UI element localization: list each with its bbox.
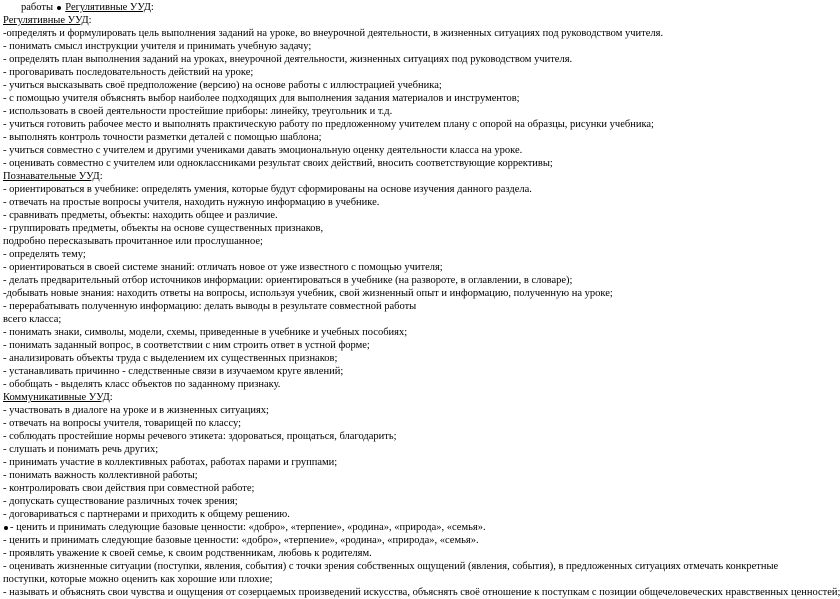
list-item: - понимать знаки, символы, модели, схемы, приведенные в учебнике и учебных пособиях; xyxy=(3,327,408,338)
list-item: - понимать заданный вопрос, в соответствии с ним строить ответ в устной форме; xyxy=(3,340,370,351)
list-item: - сравнивать предметы, объекты: находить общее и различие. xyxy=(3,210,278,221)
list-item: - устанавливать причинно - следственные связи в изучаемом круге явлений; xyxy=(3,366,344,377)
list-item: - обобщать - выделять класс объектов по заданному признаку. xyxy=(3,379,281,390)
list-item: - называть и объяснять свои чувства и ощущения от созерцаемых произведений искусства, объяснять своё отношение к поступкам с позиции общечеловеческих нравственных ценностей; xyxy=(3,587,840,598)
list-item: - допускать существование различных точек зрения; xyxy=(3,496,238,507)
list-item: - выполнять контроль точности разметки деталей с помощью шаблона; xyxy=(3,132,322,143)
list-item: - делать предварительный отбор источников информации: ориентироваться в учебнике (на развороте, в оглавлении, в словаре); xyxy=(3,275,573,286)
list-item: - отвечать на вопросы учителя, товарищей по классу; xyxy=(3,418,242,429)
bullet-icon xyxy=(4,526,8,530)
list-item: -определять и формулировать цель выполнения заданий на уроке, во внеурочной деятельности, в жизненных ситуациях под руководством учителя. xyxy=(3,28,664,39)
communicative-list xyxy=(3,404,810,521)
list-item: - учиться готовить рабочее место и выполнять практическую работу по предложенному учителем плану с опорой на образцы, рисунки учебника; xyxy=(3,119,654,130)
list-item: всего класса; xyxy=(3,314,62,325)
section-heading-cognitive: Познавательные УУД: xyxy=(3,171,103,182)
list-item: - понимать важность коллективной работы; xyxy=(3,470,198,481)
cognitive-heading-text: Познавательные УУД xyxy=(3,171,100,182)
list-item: - отвечать на простые вопросы учителя, находить нужную информацию в учебнике. xyxy=(3,197,380,208)
list-item: - понимать смысл инструкции учителя и принимать учебную задачу; xyxy=(3,41,312,52)
list-item: - оценивать совместно с учителем или одноклассниками результат своих действий, вносить соответствующие коррективы; xyxy=(3,158,553,169)
cognitive-list xyxy=(3,183,810,391)
top-prefix: работы xyxy=(21,2,54,13)
communicative-heading-text: Коммуникативные УУД xyxy=(3,392,110,403)
list-item: - ориентироваться в своей системе знаний: отличать новое от уже известного с помощью учителя; xyxy=(3,262,443,273)
list-item: - оценивать жизненные ситуации (поступки, явления, события) с точки зрения собственных ощущений (явления, события), в предложенных ситуациях отмечать конкретные поступки, которые можно оценить как хорошие или плохие; xyxy=(3,561,779,585)
list-item: - учиться совместно с учителем и другими учениками давать эмоциональную оценку деятельности класса на уроке. xyxy=(3,145,523,156)
list-item: - принимать участие в коллективных работах, работах парами и группами; xyxy=(3,457,338,468)
list-item: - ориентироваться в учебнике: определять умения, которые будут сформированы на основе изучения данного раздела. xyxy=(3,184,532,195)
values-list xyxy=(3,521,840,599)
list-item: - учиться высказывать своё предположение (версию) на основе работы с иллюстрацией учебника; xyxy=(3,80,442,91)
list-item: -добывать новые знания: находить ответы на вопросы, используя учебник, свой жизненный опыт и информацию, полученную на уроке; xyxy=(3,288,613,299)
list-item: - использовать в своей деятельности простейшие приборы: линейку, треугольник и т.д. xyxy=(3,106,393,117)
section-heading-regulative: Регулятивные УУД: xyxy=(3,15,92,26)
list-item: - участвовать в диалоге на уроке и в жизненных ситуациях; xyxy=(3,405,269,416)
bulleted-text: - ценить и принимать следующие базовые ценности: «добро», «терпение», «родина», «природа», «семья». xyxy=(10,522,486,533)
bullet-icon xyxy=(57,6,61,10)
list-item: - перерабатывать полученную информацию: делать выводы в результате совместной работы xyxy=(3,301,417,312)
bulleted-list-item xyxy=(3,521,810,534)
list-item: - контролировать свои действия при совместной работе; xyxy=(3,483,255,494)
list-item: - соблюдать простейшие нормы речевого этикета: здороваться, прощаться, благодарить; xyxy=(3,431,397,442)
top-heading: Регулятивные УУД xyxy=(65,2,151,13)
list-item: - с помощью учителя объяснять выбор наиболее подходящих для выполнения задания материалов и инструментов; xyxy=(3,93,520,104)
list-item: - проявлять уважение к своей семье, к своим родственникам, любовь к родителям. xyxy=(3,548,372,559)
regulative-list xyxy=(3,27,810,170)
list-item: - анализировать объекты труда с выделением их существенных признаков; xyxy=(3,353,338,364)
section-heading-communicative: Коммуникативные УУД: xyxy=(3,392,113,403)
list-item: - проговаривать последовательность действий на уроке; xyxy=(3,67,254,78)
list-item: - ценить и принимать следующие базовые ценности: «добро», «терпение», «родина», «природа», «семья». xyxy=(3,535,479,546)
list-item: - группировать предметы, объекты на основе существенных признаков, xyxy=(3,223,324,234)
list-item: - определять тему; xyxy=(3,249,86,260)
top-line xyxy=(3,1,810,14)
top-suffix: : xyxy=(150,2,154,13)
list-item: - договариваться с партнерами и приходить к общему решению. xyxy=(3,509,290,520)
list-item: - слушать и понимать речь других; xyxy=(3,444,159,455)
list-item: подробно пересказывать прочитанное или прослушанное; xyxy=(3,236,263,247)
list-item: - определять план выполнения заданий на уроках, внеурочной деятельности, жизненных ситуациях под руководством учителя. xyxy=(3,54,573,65)
regulative-heading-text: Регулятивные УУД xyxy=(3,15,89,26)
